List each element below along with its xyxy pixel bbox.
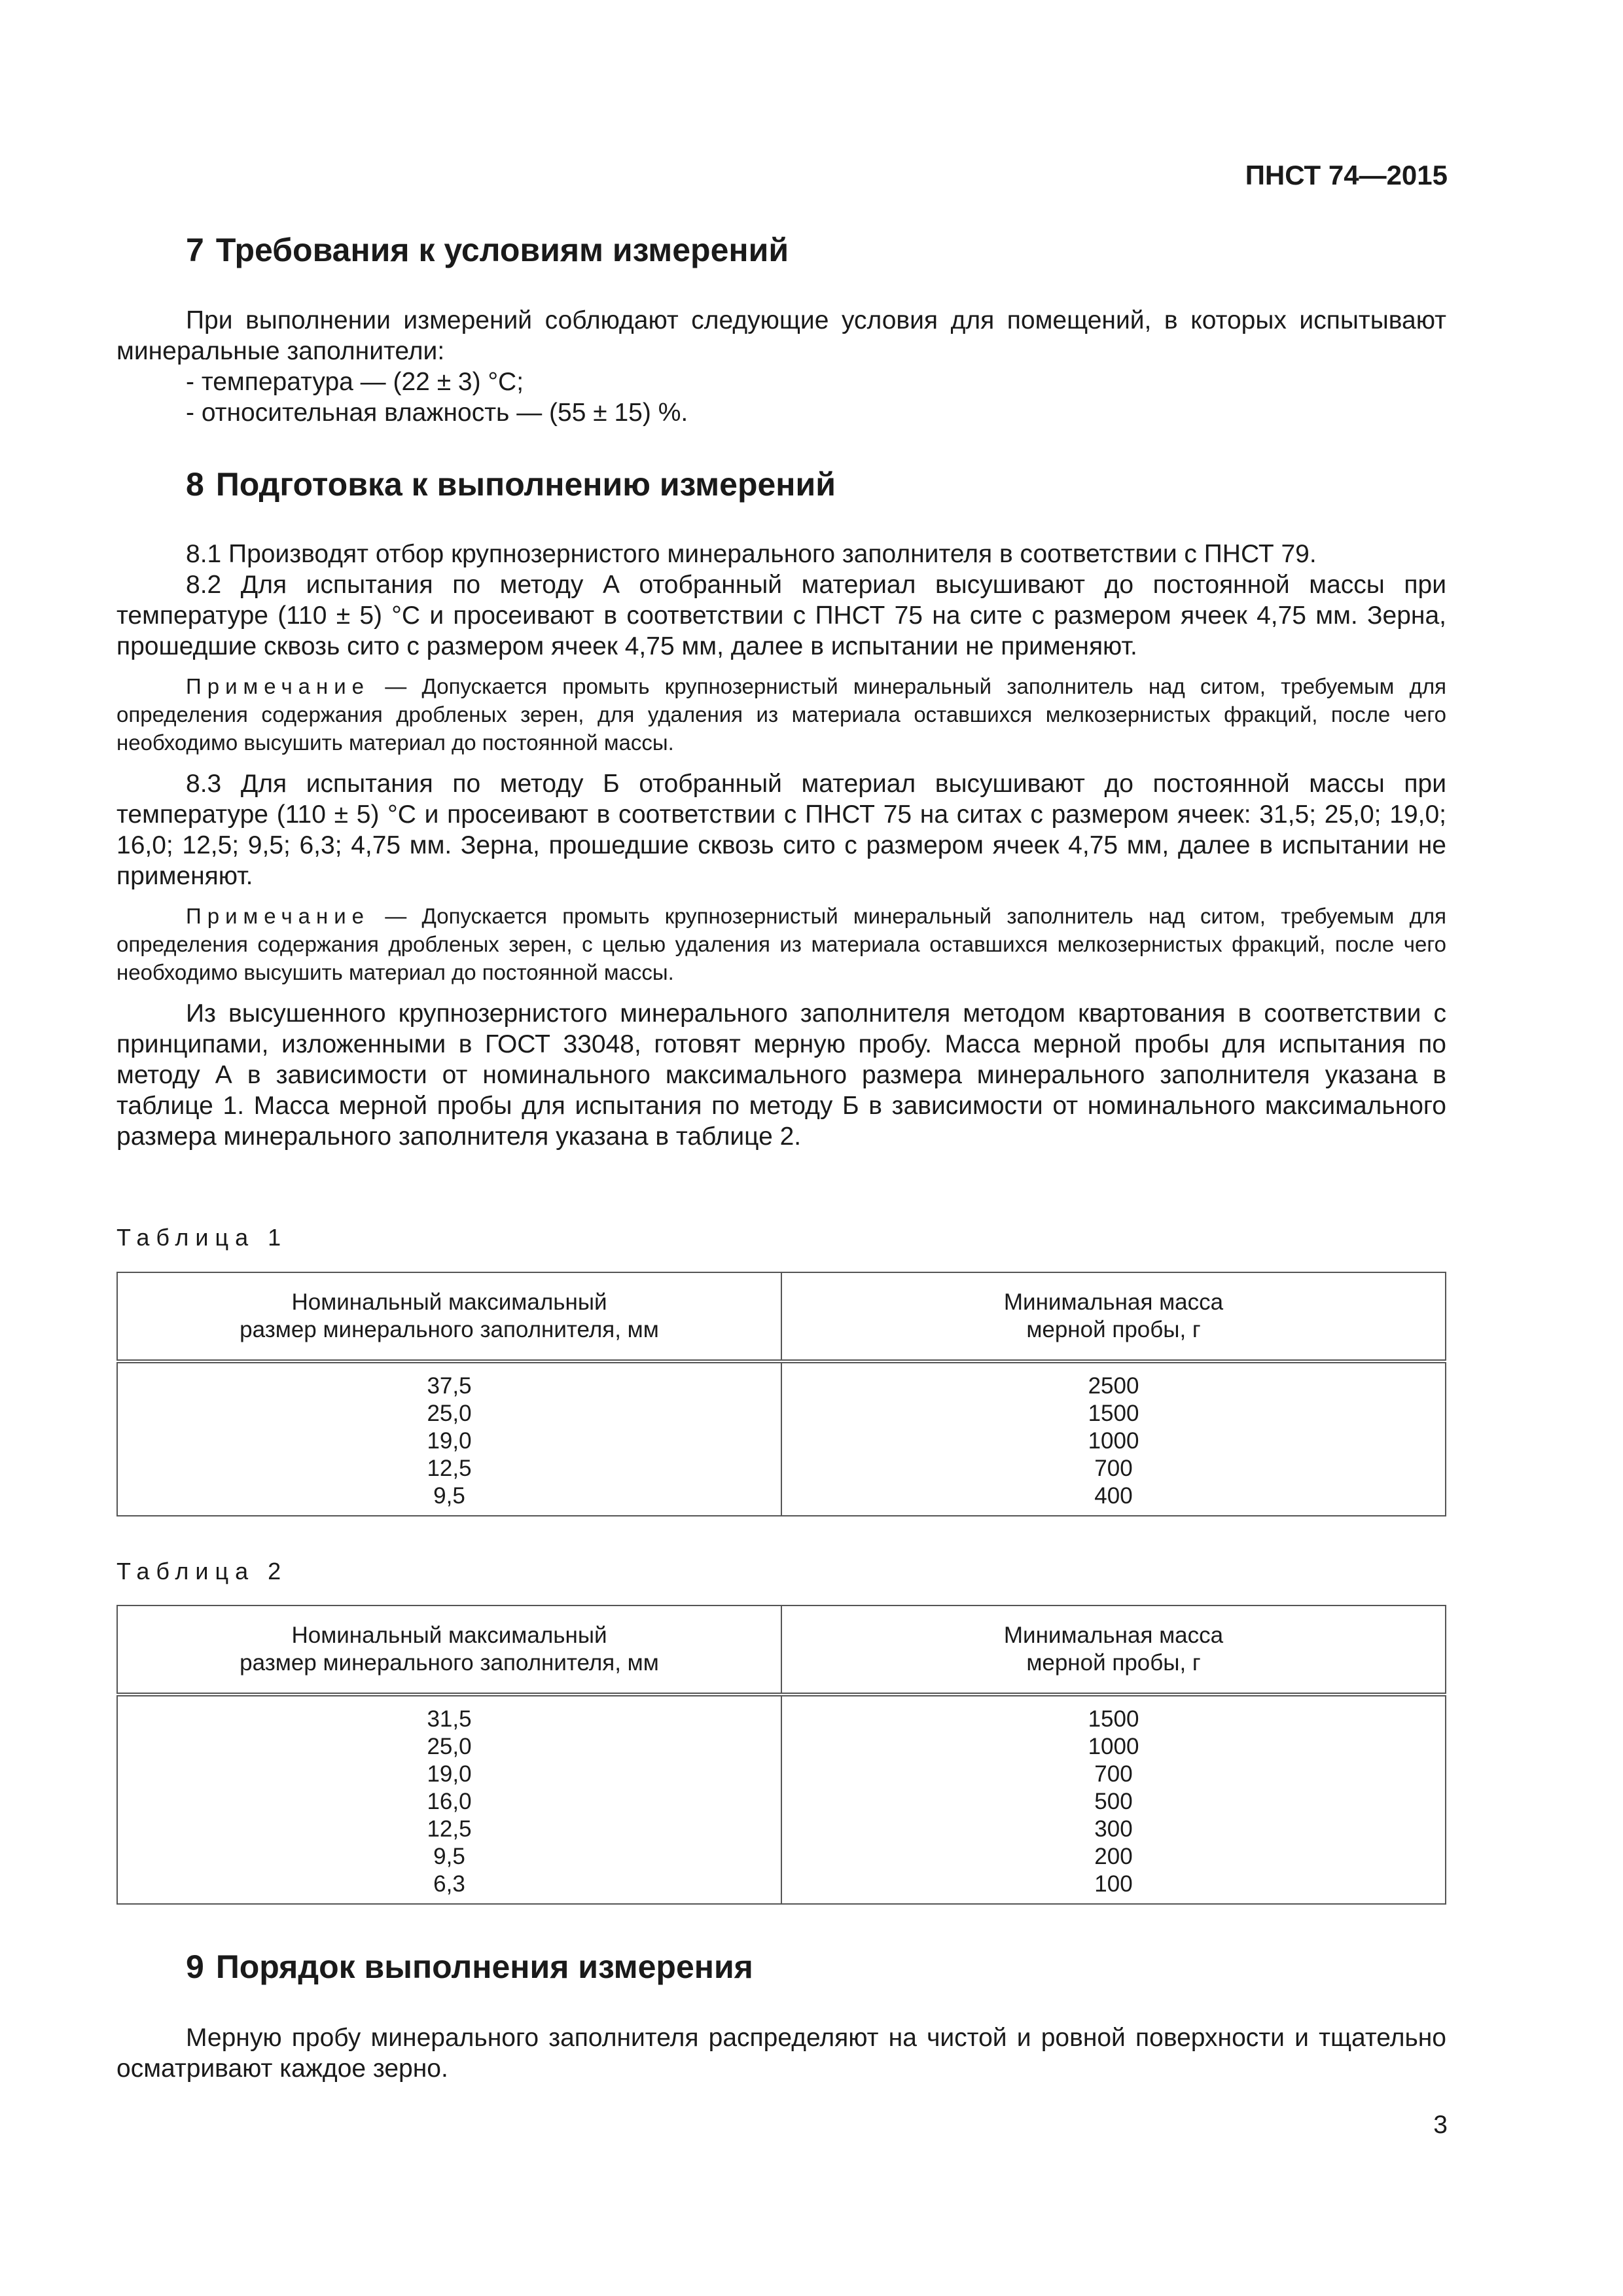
section-9-heading [116, 1947, 1446, 1986]
table-value: 9,5 [433, 1844, 465, 1869]
table-cell-sizes [117, 1361, 781, 1516]
paragraph-8-3: 8.3 Для испытания по методу Б отобранный материал высушивают до постоянной массы при температуре (110 ± 5) °С и просеивают в соответствии с ПНСТ 75 на ситах с размером ячеек: 31,5; 25,0; 19,0; 16,0; 12,5; 9,5; 6,3; 4,75 мм. Зерна, прошедшие сквозь сито с размером ячеек 4,75 мм, далее в испытании не применяют. [116, 770, 1446, 890]
table-value: 25,0 [427, 1734, 472, 1759]
section-7-body [116, 305, 1446, 428]
table-2 [116, 1605, 1446, 1905]
list-item: - относительная влажность — (55 ± 15) %. [186, 399, 688, 427]
table-cell-sizes [117, 1695, 781, 1904]
table-value: 500 [1094, 1789, 1133, 1814]
table-value: 19,0 [427, 1761, 472, 1787]
section-7-heading [116, 230, 1446, 270]
table-value: 16,0 [427, 1789, 472, 1814]
table-value: 300 [1094, 1816, 1133, 1842]
paragraph-8-1: 8.1 Производят отбор крупнозернистого минерального заполнителя в соответствии с ПНСТ 79. [186, 540, 1317, 568]
note-text: — Допускается промыть крупнозернистый минеральный заполнитель над ситом, требуемым для определения содержания дробленых зерен, для удаления из материала оставшихся мелкозернистых фракций, после чего необходимо высушить материал до постоянной массы. [116, 674, 1446, 755]
paragraph-8-2: 8.2 Для испытания по методу А отобранный материал высушивают до постоянной массы при температуре (110 ± 5) °С и просеивают в соответствии с ПНСТ 75 на сите с размером ячеек 4,75 мм. Зерна, прошедшие сквозь сито с размером ячеек 4,75 мм, далее в испытании не применяют. [116, 571, 1446, 660]
table-value: 400 [1094, 1483, 1133, 1509]
table-header-mass: Минимальная масса мерной пробы, г [781, 1605, 1446, 1695]
paragraph-sampling: Из высушенного крупнозернистого минерального заполнителя методом квартования в соответствии с принципами, изложенными в ГОСТ 33048, готовят мерную пробу. Масса мерной пробы для испытания по методу А в зависимости от номинального максимального размера минерального заполнителя указана в таблице 1. Масса мерной пробы для испытания по методу Б в зависимости от номинального максимального размера минерального заполнителя указана в таблице 2. [116, 999, 1446, 1151]
section-title: Порядок выполнения измерения [215, 1948, 753, 1985]
table-value: 200 [1094, 1844, 1133, 1869]
page-number: 3 [1433, 2111, 1448, 2139]
section-title: Требования к условиям измерений [215, 232, 789, 268]
table-value: 1500 [1088, 1401, 1139, 1426]
note [116, 672, 1446, 757]
table-value: 100 [1094, 1871, 1133, 1897]
paragraph: При выполнении измерений соблюдают следующие условия для помещений, в которых испытывают минеральные заполнители: [116, 306, 1446, 365]
table-value: 9,5 [433, 1483, 465, 1509]
note-label: Примечание [186, 904, 370, 928]
section-9-body [116, 2022, 1446, 2084]
table-value: 37,5 [427, 1373, 472, 1399]
table-value: 6,3 [433, 1871, 465, 1897]
table-value: 12,5 [427, 1816, 472, 1842]
paragraph: Мерную пробу минерального заполнителя распределяют на чистой и ровной поверхности и тщательно осматривают каждое зерно. [116, 2024, 1446, 2083]
note-label: Примечание [186, 674, 370, 698]
table-1 [116, 1272, 1446, 1516]
table-value: 1000 [1088, 1734, 1139, 1759]
section-title: Подготовка к выполнению измерений [215, 466, 836, 503]
section-number: 7 [186, 232, 204, 268]
table-value: 31,5 [427, 1706, 472, 1732]
table-header-size: Номинальный максимальный размер минерального заполнителя, мм [117, 1605, 781, 1695]
table-value: 700 [1094, 1761, 1133, 1787]
table-header-size: Номинальный максимальный размер минерального заполнителя, мм [117, 1272, 781, 1361]
section-number: 9 [186, 1948, 204, 1985]
table-cell-masses [781, 1361, 1446, 1516]
section-8-heading [116, 465, 1446, 504]
table-value: 1500 [1088, 1706, 1139, 1732]
table-2-caption: Таблица 2 [116, 1558, 288, 1585]
table-value: 1000 [1088, 1428, 1139, 1454]
table-value: 2500 [1088, 1373, 1139, 1399]
table-value: 12,5 [427, 1456, 472, 1481]
table-value: 25,0 [427, 1401, 472, 1426]
table-1-caption: Таблица 1 [116, 1224, 288, 1251]
table-value: 19,0 [427, 1428, 472, 1454]
table-value: 700 [1094, 1456, 1133, 1481]
list-item: - температура — (22 ± 3) °С; [186, 368, 524, 396]
note-text: — Допускается промыть крупнозернистый минеральный заполнитель над ситом, требуемым для определения содержания дробленых зерен, с целью удаления из материала оставшихся мелкозернистых фракций, после чего необходимо высушить материал до постоянной массы. [116, 904, 1446, 984]
section-number: 8 [186, 466, 204, 503]
table-cell-masses [781, 1695, 1446, 1904]
section-8-body [116, 539, 1446, 1152]
table-header-mass: Минимальная масса мерной пробы, г [781, 1272, 1446, 1361]
document-code: ПНСТ 74—2015 [1245, 160, 1448, 190]
note [116, 902, 1446, 986]
